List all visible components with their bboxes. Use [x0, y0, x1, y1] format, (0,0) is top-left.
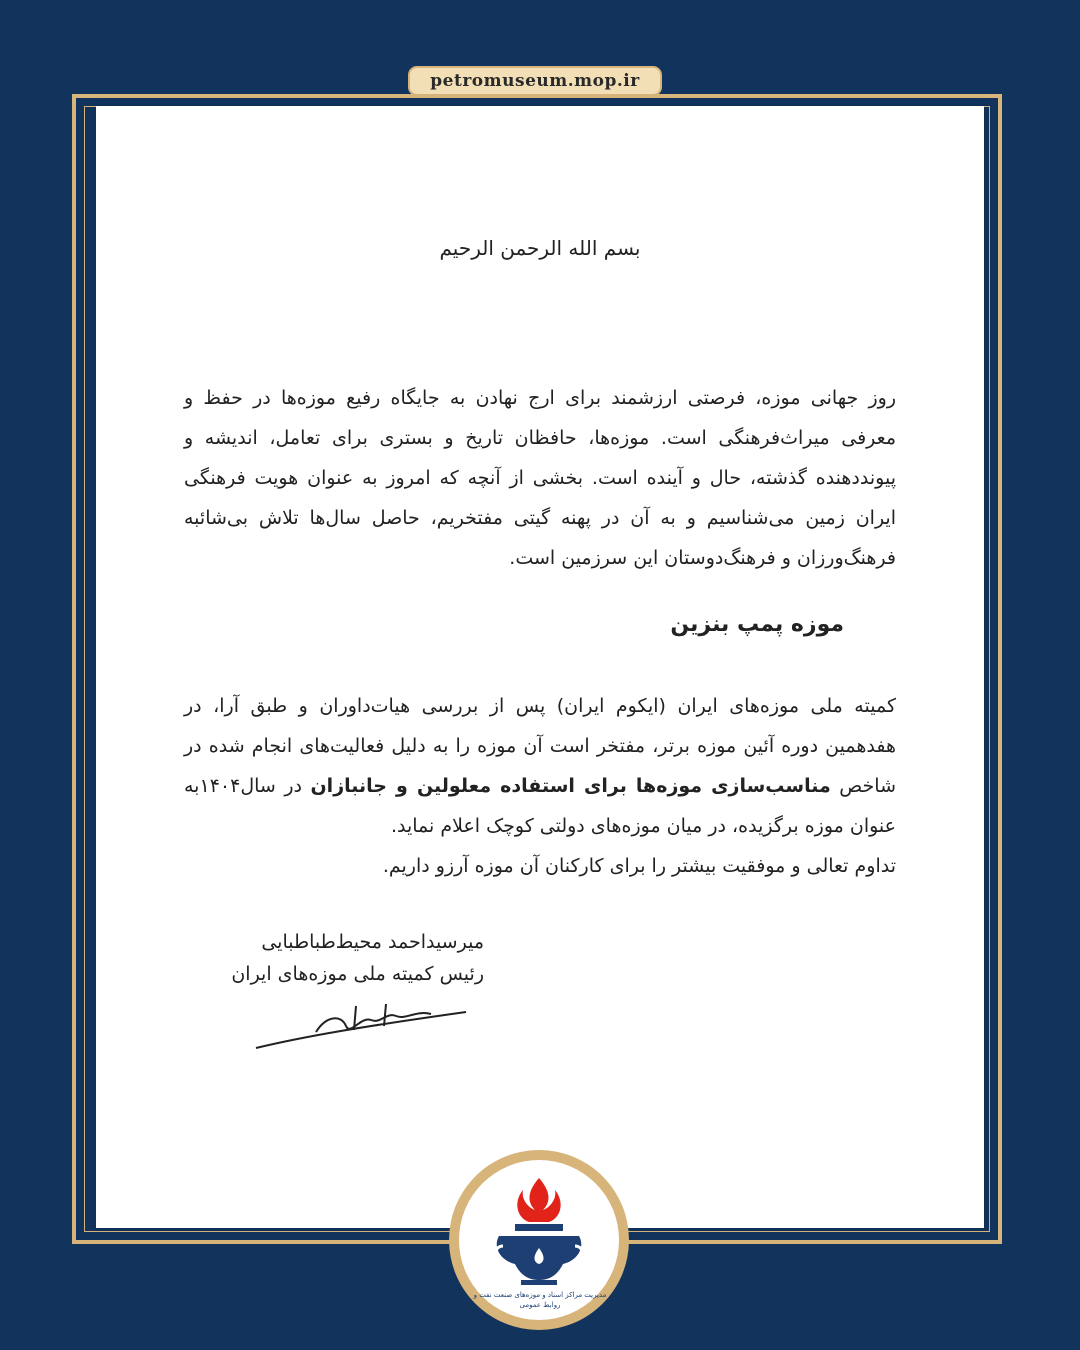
- letter-paper: [96, 106, 984, 1228]
- paragraph-2-text-a: کمیته ملی موزه‌های ایران (ایکوم ایران) پس از بررسی هیات‌داوران و طبق آرا، در هفدهمین دوره آئین موزه برتر، مفتخر است آن موزه را به دلیل فعالیت‌های انجام شده در شاخص: [184, 695, 896, 797]
- logo-base: [521, 1280, 557, 1285]
- letter-paragraph-1: روز جهانی موزه، فرصتی ارزشمند برای ارج نهادن به جایگاه رفیع موزه‌ها در حفظ و معرفی میراث‌فرهنگی است. موزه‌ها، حافظان تاریخ و بستری برای تعامل، اندیشه و پیونددهنده گذشته، حال و آینده است. بخشی از آنچه که امروز به عنوان هویت فرهنگی ایران زمین می‌شناسیم و به آن در پهنه گیتی مفتخریم، حاصل سال‌ها تلاش بی‌شائبه فرهنگ‌ورزان و فرهنگ‌دوستان این سرزمین است.: [184, 387, 896, 569]
- letter-paragraph-2: [184, 686, 896, 846]
- letter-subject: موزه پمپ بنزین: [670, 612, 844, 637]
- site-url-badge: petromuseum.mop.ir: [408, 66, 662, 96]
- basmala-heading: بسم الله الرحمن الرحیم: [439, 236, 641, 260]
- flame-icon: [517, 1178, 560, 1222]
- paragraph-2-highlight: مناسب‌سازی موزه‌ها برای استفاده معلولین و جانبازان: [310, 775, 831, 797]
- signer-name: میرسیداحمد محیط‌طباطبایی: [261, 931, 484, 953]
- paragraph-2-text-b: در سال۱۴۰۴به عنوان موزه برگزیده، در میان موزه‌های دولتی کوچک اعلام نماید.: [184, 775, 896, 837]
- signer-title: رئیس کمیته ملی موزه‌های ایران: [231, 963, 484, 985]
- letter-closing: تداوم تعالی و موفقیت بیشتر را برای کارکنان آن موزه آرزو داریم.: [382, 855, 896, 877]
- logo-caption: مدیریت مراکز اسناد و موزه‌های صنعت نفت و روابط عمومی: [473, 1291, 607, 1309]
- logo-pedestal-top: [515, 1224, 563, 1231]
- handwritten-signature: [246, 986, 476, 1056]
